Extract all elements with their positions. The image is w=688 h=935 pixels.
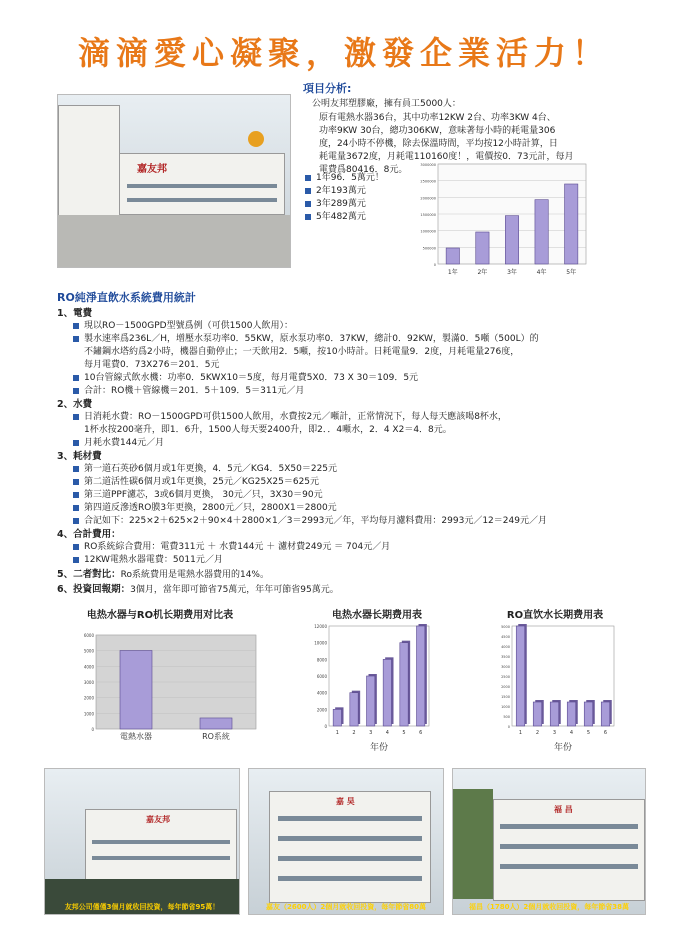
y-tick-label: 1500 <box>501 695 510 699</box>
y-tick-label: 0 <box>507 725 510 729</box>
bar <box>200 718 232 729</box>
chart-title-heater: 电热水器长期费用表 <box>332 610 422 621</box>
section-line-text: 合記如下：225×2＋625×2＋90×4＋2800×1／3＝2993元／年，平均每月濾料費用：2993元／12＝249元／月 <box>84 516 547 526</box>
bullet-icon <box>73 492 79 498</box>
project-detail-line: 耗電量3672度，月耗電110160度！，電價按0．73元計，每月 <box>319 152 574 162</box>
bar <box>601 702 610 726</box>
category-label: 3年 <box>507 269 517 276</box>
section-line-text: 第四道反滲透RO膜3年更換，2800元／只，2800X1＝2800元 <box>84 503 337 513</box>
category-label: 5 <box>402 730 406 736</box>
category-label: 1年 <box>447 269 458 276</box>
compare-text: Ro系統費用是電熱水器費用的14%。 <box>120 570 269 580</box>
bullet-icon <box>73 414 79 420</box>
caption-youbang: 友邦公司僅僅3個月就收回投資，每年節省95萬！ <box>64 903 220 911</box>
y-tick-label: 12000 <box>314 624 327 629</box>
category-label: 3 <box>552 730 557 736</box>
section-heading: 1、電費 <box>57 308 93 319</box>
ro-section-title: RO純淨直飲水系統費用統計 <box>57 291 196 304</box>
bullet-icon <box>73 336 79 342</box>
section-line-text: 每月電費0．73X276＝201．5元 <box>84 360 220 370</box>
bar <box>120 650 152 729</box>
bar <box>516 626 525 726</box>
y-tick-label: 0 <box>324 724 327 729</box>
photo-jiahao <box>248 768 444 915</box>
payback-text: 3個月，當年即可節省75萬元，年年可節省95萬元。 <box>130 585 339 595</box>
photo-sign: 嘉友邦 <box>146 815 170 824</box>
category-label: 3 <box>369 730 373 736</box>
x-axis-label: 年份 <box>553 743 573 752</box>
bullet-icon <box>73 466 79 472</box>
y-tick-label: 1000 <box>83 711 94 717</box>
project-heading: 項目分析: <box>303 82 352 95</box>
category-label: RO系統 <box>202 732 230 741</box>
y-tick-label: 4000 <box>83 664 94 670</box>
section-line <box>57 489 657 502</box>
bullet-icon <box>73 518 79 524</box>
bar <box>533 702 542 726</box>
year-saving-item <box>305 185 415 198</box>
project-detail-line: 功率9KW 30台，總功306KW，意味著每小時的耗電量306 <box>319 126 556 136</box>
bar <box>567 702 576 726</box>
year-saving-text: 5年482萬元 <box>316 212 366 222</box>
cost-breakdown <box>57 307 657 597</box>
compare-heading: 5、二者對比： <box>57 569 121 580</box>
section-heading: 4、合計費用： <box>57 529 121 540</box>
bullet-icon <box>305 214 311 220</box>
y-tick-label: 4000 <box>501 645 510 649</box>
y-tick-label: 6000 <box>316 674 327 679</box>
y-tick-label: 2000000 <box>420 196 436 201</box>
bar <box>446 248 459 264</box>
bar <box>350 693 358 726</box>
x-axis-label: 年份 <box>369 743 389 752</box>
section-line-text: 不鏽鋼水塔約爲2小時，機器自動停止；一天飲用2．5噸，按10小時計。日耗電量9．2度，月耗電量276度， <box>84 347 520 357</box>
chart-title-ro: RO直饮水长期费用表 <box>506 610 604 621</box>
compare-bar-chart <box>60 625 260 745</box>
factory-photo <box>57 94 291 268</box>
caption-fuchang: 福昌（1780人）2個月就收回投資，每年節省38萬 <box>468 903 630 911</box>
caption-jiahao: 嘉友（2600人）2個月就收回投資，每年節省80萬 <box>265 903 427 911</box>
section-heading: 3、耗材費 <box>57 451 102 462</box>
section-line-text: 製水速率爲236L／H，增壓水泵功率0．55KW，原水泵功率0．37KW，總計0．92KW，製滿0．5噸（500L）的 <box>84 334 539 344</box>
ro-bar-chart <box>490 622 620 752</box>
section-line <box>57 320 657 333</box>
section-line <box>57 411 657 424</box>
y-tick-label: 3000 <box>83 680 94 685</box>
year-saving-item <box>305 211 415 224</box>
year-saving-text: 3年289萬元 <box>316 199 366 209</box>
section-line <box>57 437 657 450</box>
year-saving-text: 1年96．5萬元！ <box>316 173 384 183</box>
year-saving-item <box>305 198 415 211</box>
bullet-icon <box>73 440 79 446</box>
y-tick-label: 2500000 <box>420 179 436 184</box>
project-detail-line: 電費爲80416．8元。 <box>319 165 408 175</box>
category-label: 1 <box>518 730 523 736</box>
section-line <box>57 346 657 359</box>
section-line <box>57 463 657 476</box>
section-line-text: 第二道活性碳6個月或1年更換，25元／KG25X25＝625元 <box>84 477 320 487</box>
y-tick-label: 2000 <box>501 685 510 689</box>
plot-area <box>512 626 614 726</box>
bar <box>400 643 408 726</box>
section-line-text: 第三道PPF濾芯，3或6個月更換， 30元／只，3X30＝90元 <box>84 490 323 500</box>
y-tick-label: 0 <box>433 263 436 267</box>
bullet-icon <box>73 388 79 394</box>
section-line-text: 現以RO－1500GPD型號爲例（可供1500人飲用）： <box>84 321 293 331</box>
section-line <box>57 515 657 528</box>
section-line-text: 月耗水費144元／月 <box>84 438 165 448</box>
y-tick-label: 10000 <box>314 640 327 646</box>
heater-bar-chart <box>305 622 435 752</box>
section-line <box>57 476 657 489</box>
category-label: 6 <box>419 730 423 736</box>
project-detail-line: 度，24小時不停機，除去保溫時間，平均按12小時計算，日 <box>319 139 558 149</box>
building-sign: 嘉友邦 <box>137 164 167 175</box>
y-tick-label: 0 <box>91 727 94 732</box>
section-line-text: 10台管線式飲水機：功率0．5KWX10＝5度，每月電費5X0．73 X 30＝109．5元 <box>84 373 419 383</box>
bar <box>476 232 489 264</box>
bullet-icon <box>73 323 79 329</box>
section-line <box>57 424 657 437</box>
project-detail-line: 原有電熱水器36台，其中功率12KW 2台、功率3KW 4台、 <box>319 113 556 123</box>
y-tick-label: 4000 <box>316 690 327 696</box>
bullet-icon <box>73 505 79 511</box>
section-line <box>57 502 657 515</box>
category-label: 2 <box>535 730 540 736</box>
chart-title-compare: 电热水器与RO机长期费用对比表 <box>86 610 234 621</box>
y-tick-label: 2000 <box>83 695 94 701</box>
bullet-icon <box>73 479 79 485</box>
y-tick-label: 2000 <box>316 707 327 713</box>
section-line-text: 12KW電熱水器電費：5011元／月 <box>84 555 223 565</box>
photo-sign: 嘉 昊 <box>336 797 355 806</box>
bullet-icon <box>73 557 79 563</box>
photo-fuchang <box>452 768 646 915</box>
section-line <box>57 385 657 398</box>
bar <box>550 702 559 726</box>
bar <box>367 676 375 726</box>
y-tick-label: 8000 <box>316 657 327 663</box>
bullet-icon <box>305 188 311 194</box>
bar <box>333 709 341 726</box>
section-line-text: 日消耗水費：RO－1500GPD可供1500人飲用，水費按2元／噸計，正常情況下，每人每天應該喝8杯水， <box>84 412 507 422</box>
category-label: 電熱水器 <box>120 732 152 741</box>
category-label: 4年 <box>536 269 547 276</box>
bullet-icon <box>305 175 311 181</box>
y-tick-label: 6000 <box>83 633 94 638</box>
y-tick-label: 5000 <box>83 648 94 654</box>
category-label: 2 <box>352 730 356 736</box>
section-line-text: 合計：RO機＋管線機＝201．5＋109．5＝311元／月 <box>84 386 305 396</box>
category-label: 6 <box>603 730 608 736</box>
category-label: 1 <box>335 730 339 736</box>
y-tick-label: 1000000 <box>420 229 436 234</box>
section-line-text: 1杯水按200毫升，即1．6升，1500人每天要2400升，即2．．4噸水，2．4 X2＝4．8元。 <box>84 425 452 435</box>
y-tick-label: 500000 <box>422 246 436 251</box>
category-label: 2年 <box>477 269 488 276</box>
category-label: 4 <box>569 730 574 736</box>
photo-youbang <box>44 768 240 915</box>
payback-heading: 6、投資回報期： <box>57 584 131 595</box>
plot-area <box>329 626 429 726</box>
savings-bar-chart <box>410 160 590 278</box>
bullet-icon <box>305 201 311 207</box>
y-tick-label: 3000 <box>501 665 510 669</box>
bar <box>417 626 425 726</box>
bar <box>505 216 518 264</box>
section-line-text: 第一道石英砂6個月或1年更換，4．5元／KG4．5X50＝225元 <box>84 464 338 474</box>
y-tick-label: 3000000 <box>420 163 436 167</box>
y-tick-label: 1500000 <box>420 213 436 217</box>
section-line <box>57 333 657 346</box>
section-line <box>57 554 657 567</box>
y-tick-label: 1000 <box>501 705 510 709</box>
y-tick-label: 500 <box>503 715 510 719</box>
y-tick-label: 2500 <box>501 675 510 679</box>
y-tick-label: 4500 <box>501 635 510 639</box>
year-saving-text: 2年193萬元 <box>316 186 366 196</box>
bullet-icon <box>73 544 79 550</box>
page-title: 滴滴愛心凝聚，激發企業活力！ <box>77 34 610 72</box>
category-label: 4 <box>385 730 389 736</box>
category-label: 5 <box>586 730 591 736</box>
bar <box>565 184 578 264</box>
section-heading: 2、水費 <box>57 399 93 410</box>
category-label: 5年 <box>566 269 577 276</box>
bar <box>383 659 391 726</box>
bullet-icon <box>73 375 79 381</box>
year-saving-item <box>305 172 415 185</box>
y-tick-label: 5000 <box>501 625 510 629</box>
section-line <box>57 359 657 372</box>
project-intro: 公明友邦塑膠廠，擁有員工5000人： <box>312 99 461 109</box>
section-line-text: RO系統綜合費用：電費311元 ＋ 水費144元 ＋ 濾材費249元 ＝ 704元／月 <box>84 542 391 552</box>
bar <box>535 200 548 264</box>
bar <box>584 702 593 726</box>
photo-sign: 福 昌 <box>554 805 573 814</box>
section-line <box>57 372 657 385</box>
y-tick-label: 3500 <box>501 655 510 659</box>
year-savings-list <box>305 172 415 224</box>
section-line <box>57 541 657 554</box>
